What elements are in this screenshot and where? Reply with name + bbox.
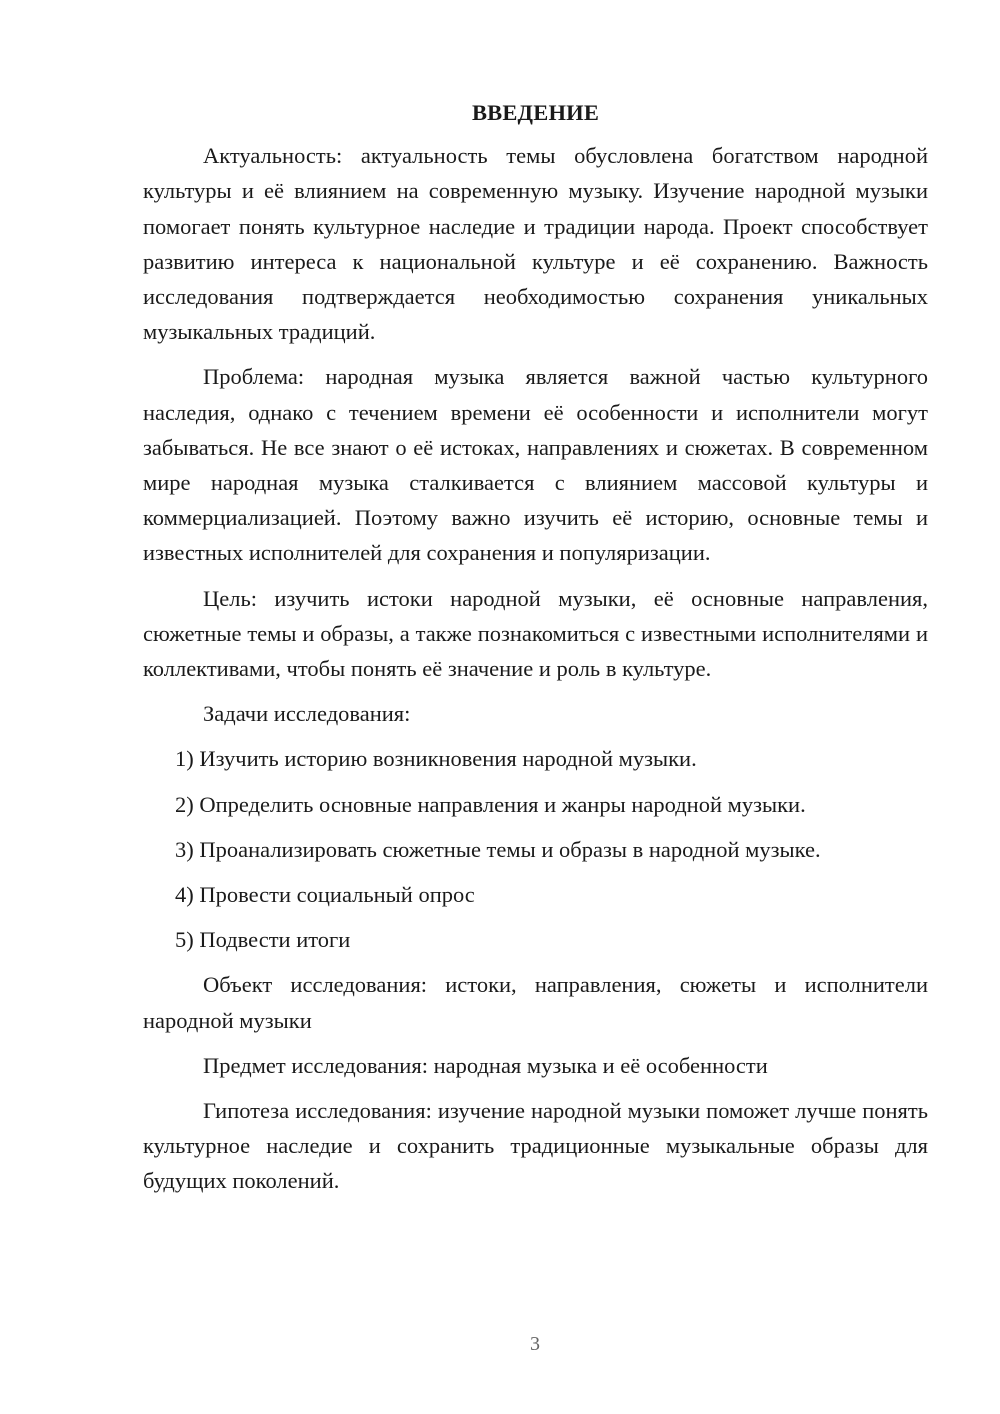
list-item: 4) Провести социальный опрос — [175, 882, 475, 908]
paragraph-relevance: Актуальность: актуальность темы обусловлена богатством народной культуры и её влиянием на современную музыку. Изучение народной музыки помогает понять культурное наследие и традиции народа. Проект способствует развитию интереса к национальной культуре и её сохранению. Важность исследования подтверждается необходимостью сохранения уникальных музыкальных традиций. — [143, 143, 928, 345]
paragraph-hypothesis: Гипотеза исследования: изучение народной музыки поможет лучше понять культурное наследие и сохранить традиционные музыкальные образы для будущих поколений. — [143, 1098, 928, 1194]
paragraph-goal: Цель: изучить истоки народной музыки, её основные направления, сюжетные темы и образы, а также познакомиться с известными исполнителями и коллективами, чтобы понять её значение и роль в культуре. — [143, 585, 928, 682]
task-list — [143, 741, 928, 957]
page-title: ВВЕДЕНИЕ — [471, 100, 600, 125]
paragraph-object: Объект исследования: истоки, направления, сюжеты и исполнители народной музыки — [143, 972, 928, 1033]
list-item: 1) Изучить историю возникновения народной музыки. — [175, 746, 697, 772]
tasks-heading: Задачи исследования: — [203, 701, 411, 727]
paragraph-problem: Проблема: народная музыка является важной частью культурного наследия, однако с течением времени её особенности и исполнители могут забываться. Не все знают о её истоках, направлениях и сюжетах. В современном мире народная музыка сталкивается с влиянием массовой культуры и коммерциализацией. Поэтому важно изучить её историю, основные темы и известных исполнителей для сохранения и популяризации. — [143, 364, 928, 566]
page-number: 3 — [530, 1333, 540, 1355]
list-item: 2) Определить основные направления и жанры народной музыки. — [175, 791, 806, 817]
page-content — [143, 95, 928, 1209]
list-item: 3) Проанализировать сюжетные темы и образы в народной музыке. — [175, 836, 821, 862]
list-item: 5) Подвести итоги — [175, 927, 351, 953]
paragraph-subject: Предмет исследования: народная музыка и её особенности — [203, 1052, 768, 1078]
